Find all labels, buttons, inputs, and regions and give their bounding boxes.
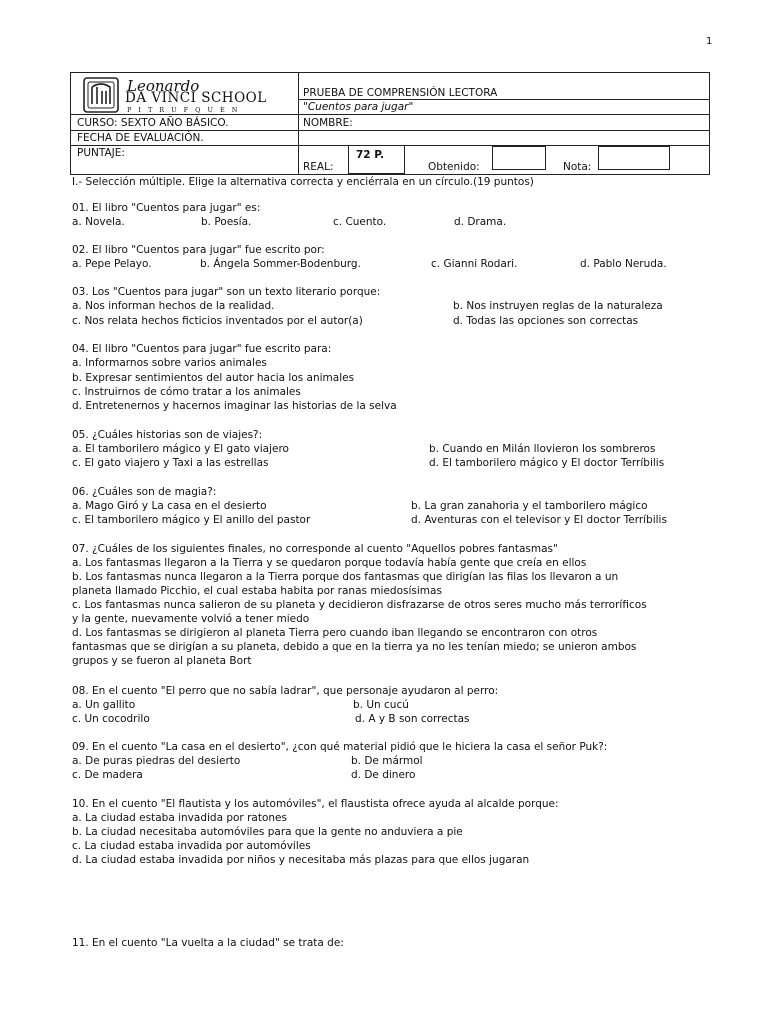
q9-option-d[interactable]: d. De dinero: [351, 769, 416, 781]
q7-line[interactable]: d. Los fantasmas se dirigieron al planeta Tierra pero cuando iban llegando se encontraron con otros: [72, 627, 598, 639]
q10-option-b[interactable]: b. La ciudad necesitaba automóviles para que la gente no anduviera a pie: [72, 826, 463, 838]
question-10: 10. En el cuento "El flautista y los automóviles", el flaustista ofrece ayuda al alcalde porque:: [72, 798, 559, 810]
question-08: 08. En el cuento "El perro que no sabía ladrar", que personaje ayudaron al perro:: [72, 685, 499, 697]
book-title: "Cuentos para jugar": [303, 101, 414, 113]
q8-option-b[interactable]: b. Un cucú: [353, 699, 409, 711]
question-09: 09. En el cuento "La casa en el desierto", ¿con qué material pidió que le hiciera la casa el señor Puk?:: [72, 741, 608, 753]
q6-option-d[interactable]: d. Aventuras con el televisor y El doctor Terríbilis: [411, 514, 667, 526]
school-logo: [83, 77, 293, 115]
q5-option-c[interactable]: c. El gato viajero y Taxi a las estrellas: [72, 457, 269, 469]
q7-line: y la gente, nuevamente volvió a tener miedo: [72, 613, 310, 625]
q2-option-c[interactable]: c. Gianni Rodari.: [431, 258, 518, 270]
q8-option-c[interactable]: c. Un cocodrilo: [72, 713, 150, 725]
q9-option-b[interactable]: b. De mármol: [351, 755, 423, 767]
q1-option-d[interactable]: d. Drama.: [454, 216, 507, 228]
date-label: FECHA DE EVALUACIÓN.: [77, 132, 204, 144]
q4-option-a[interactable]: a. Informarnos sobre varios animales: [72, 357, 267, 369]
q2-option-a[interactable]: a. Pepe Pelayo.: [72, 258, 152, 270]
question-11: 11. En el cuento "La vuelta a la ciudad" se trata de:: [72, 937, 344, 949]
header-column-divider: [298, 73, 299, 174]
q9-option-a[interactable]: a. De puras piedras del desierto: [72, 755, 241, 767]
q1-option-a[interactable]: a. Novela.: [72, 216, 125, 228]
q5-option-b[interactable]: b. Cuando en Milán llovieron los sombreros: [429, 443, 656, 455]
q6-option-a[interactable]: a. Mago Giró y La casa en el desierto: [72, 500, 267, 512]
q1-option-b[interactable]: b. Poesía.: [201, 216, 252, 228]
question-03: 03. Los "Cuentos para jugar" son un texto literario porque:: [72, 286, 381, 298]
q4-option-b[interactable]: b. Expresar sentimientos del autor hacia los animales: [72, 372, 355, 384]
q3-option-d[interactable]: d. Todas las opciones son correctas: [453, 315, 639, 327]
question-01: 01. El libro "Cuentos para jugar" es:: [72, 202, 261, 214]
logo-leonardo-text: Leonardo: [127, 77, 200, 95]
q7-line: planeta llamado Picchio, el cual estaba habita por ranas miedosísimas: [72, 585, 442, 597]
logo-school-text: DA VINCI SCHOOL: [125, 90, 267, 106]
score-label: PUNTAJE:: [77, 147, 125, 159]
q2-option-d[interactable]: d. Pablo Neruda.: [580, 258, 667, 270]
real-label: REAL:: [303, 161, 334, 173]
q6-option-c[interactable]: c. El tamborilero mágico y El anillo del pastor: [72, 514, 311, 526]
q4-option-d[interactable]: d. Entretenernos y hacernos imaginar las historias de la selva: [72, 400, 397, 412]
q7-line: fantasmas que se dirigían a su planeta, debido a que en la tierra ya no les tenían miedo; se unieron ambos: [72, 641, 637, 653]
q8-option-d[interactable]: d. A y B son correctas: [355, 713, 470, 725]
question-04: 04. El libro "Cuentos para jugar" fue escrito para:: [72, 343, 332, 355]
q6-option-b[interactable]: b. La gran zanahoria y el tamborilero mágico: [411, 500, 648, 512]
school-crest-icon: [83, 77, 119, 113]
real-score-box: [348, 145, 405, 174]
grade-label: Nota:: [563, 161, 592, 173]
q10-option-a[interactable]: a. La ciudad estaba invadida por ratones: [72, 812, 287, 824]
q7-line[interactable]: c. Los fantasmas nunca salieron de su planeta y decidieron disfrazarse de otros seres mucho más terroríficos: [72, 599, 647, 611]
grade-box[interactable]: [598, 146, 670, 170]
question-07: 07. ¿Cuáles de los siguientes finales, no corresponde al cuento "Aquellos pobres fantasmas": [72, 543, 558, 555]
logo-city-text: PITRUFQUEN: [127, 106, 245, 114]
q2-option-b[interactable]: b. Ángela Sommer-Bodenburg.: [200, 258, 361, 270]
q3-option-c[interactable]: c. Nos relata hechos ficticios inventados por el autor(a): [72, 315, 363, 327]
question-02: 02. El libro "Cuentos para jugar" fue escrito por:: [72, 244, 325, 256]
q10-option-c[interactable]: c. La ciudad estaba invadida por automóviles: [72, 840, 311, 852]
question-06: 06. ¿Cuáles son de magia?:: [72, 486, 217, 498]
q8-option-a[interactable]: a. Un gallito: [72, 699, 136, 711]
obtained-label: Obtenido:: [428, 161, 480, 173]
q3-option-b[interactable]: b. Nos instruyen reglas de la naturaleza: [453, 300, 663, 312]
course-label: CURSO: SEXTO AÑO BÁSICO.: [77, 117, 229, 129]
q5-option-d[interactable]: d. El tamborilero mágico y El doctor Terríbilis: [429, 457, 665, 469]
q3-option-a[interactable]: a. Nos informan hechos de la realidad.: [72, 300, 275, 312]
question-05: 05. ¿Cuáles historias son de viajes?:: [72, 429, 263, 441]
q7-line[interactable]: a. Los fantasmas llegaron a la Tierra y se quedaron porque todavía había gente que creía en ellos: [72, 557, 587, 569]
name-label: NOMBRE:: [303, 117, 353, 129]
section-instruction: I.- Selección múltiple. Elige la alternativa correcta y enciérrala en un círculo.(19 puntos): [72, 176, 534, 188]
test-title: PRUEBA DE COMPRENSIÓN LECTORA: [303, 87, 498, 99]
real-score-value: 72 P.: [356, 149, 385, 161]
q7-line[interactable]: b. Los fantasmas nunca llegaron a la Tierra porque dos fantasmas que dirigían las filas los llevaron a un: [72, 571, 619, 583]
q5-option-a[interactable]: a. El tamborilero mágico y El gato viajero: [72, 443, 289, 455]
test-header-table: [70, 72, 710, 175]
q10-option-d[interactable]: d. La ciudad estaba invadida por niños y necesitaba más plazas para que ellos jugaran: [72, 854, 530, 866]
q7-line: grupos y se fueron al planeta Bort: [72, 655, 252, 667]
q4-option-c[interactable]: c. Instruirnos de cómo tratar a los animales: [72, 386, 301, 398]
header-rule: [71, 130, 709, 131]
q9-option-c[interactable]: c. De madera: [72, 769, 143, 781]
q1-option-c[interactable]: c. Cuento.: [333, 216, 387, 228]
page-number: 1: [706, 36, 713, 47]
obtained-score-box[interactable]: [492, 146, 546, 170]
header-rule: [298, 99, 709, 100]
